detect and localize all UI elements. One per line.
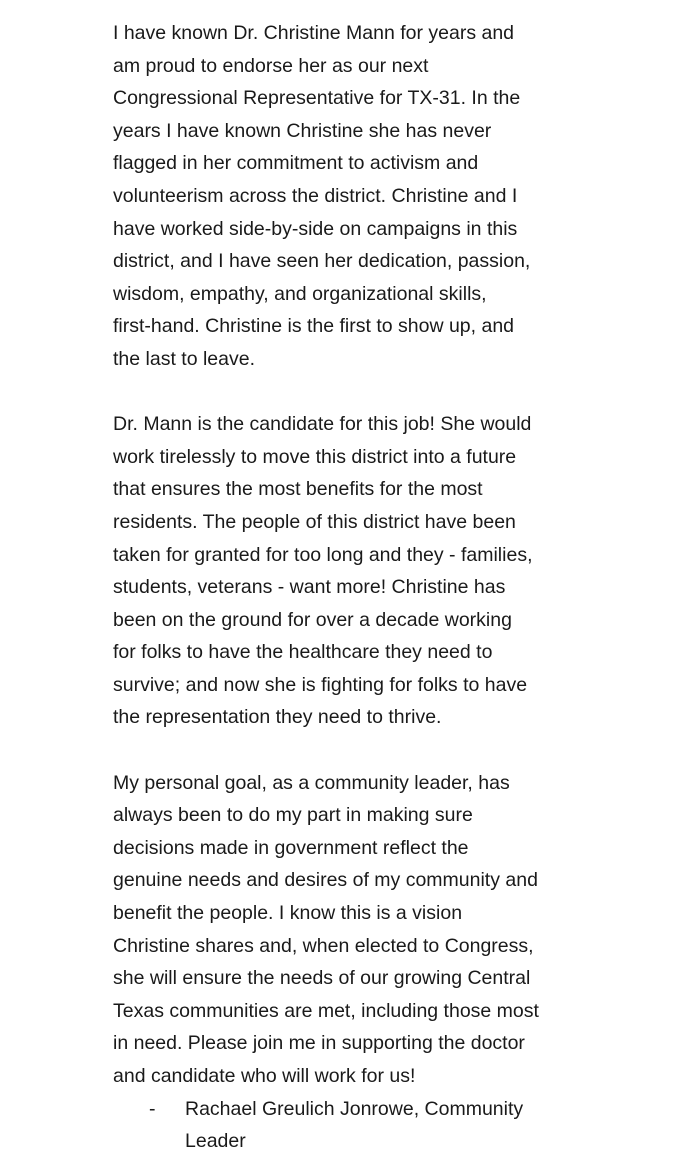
signature-line bbox=[149, 1093, 613, 1158]
paragraph-2: Dr. Mann is the candidate for this job! She would work tirelessly to move this district into a future that ensures the most benefits for the most residents. The people of this district have been taken for granted for too long and they - families, students, veterans - want more! Christine has been on the ground for over a decade working for folks to have the healthcare they need to survive; and now she is fighting for folks to have the representation they need to thrive. bbox=[113, 413, 533, 729]
paragraph-spacer bbox=[113, 734, 613, 767]
signature-bullet: - bbox=[149, 1097, 156, 1120]
paragraph-1: I have known Dr. Christine Mann for years and am proud to endorse her as our next Congressional Representative for TX-31. In the years I have known Christine she has never flagged in her commitment to activism and volunteerism across the district. Christine and I have worked side-by-side on campaigns in this district, and I have seen her dedication, passion, wisdom, empathy, and organizational skills, first-hand. Christine is the first to show up, and the last to leave. bbox=[113, 22, 531, 370]
signature-name: Rachael Greulich Jonrowe, Community Leader bbox=[185, 1097, 524, 1153]
endorsement-letter bbox=[113, 17, 613, 1158]
paragraph-spacer bbox=[113, 376, 613, 409]
paragraph-3: My personal goal, as a community leader, has always been to do my part in making sure decisions made in government reflect the genuine needs and desires of my community and benefit the people. I know this is a vision Christine shares and, when elected to Congress, she will ensure the needs of our growing Central Texas communities are met, including those most in need. Please join me in supporting the doctor and candidate who will work for us! bbox=[113, 771, 539, 1087]
